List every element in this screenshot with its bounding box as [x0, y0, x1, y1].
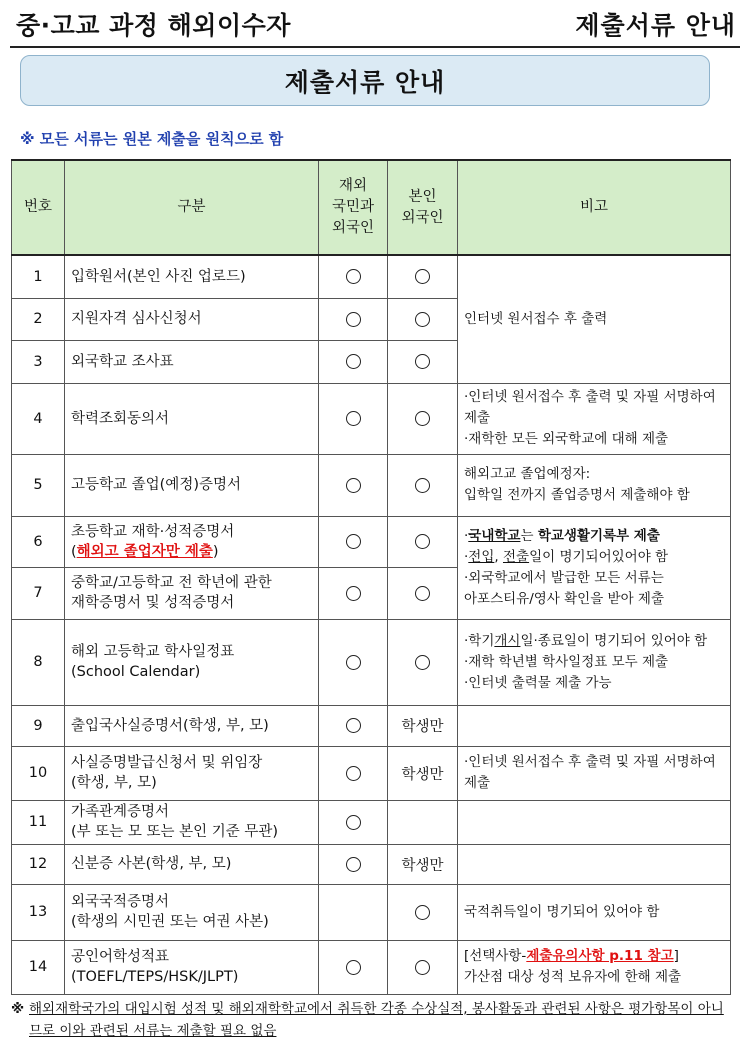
circle-mark-icon — [415, 960, 430, 975]
header-col-a-line: 외국인 — [331, 220, 375, 236]
col-a-mark — [319, 800, 388, 844]
bullet: · — [464, 548, 469, 565]
bullet: · — [464, 527, 469, 544]
row-number: 7 — [12, 567, 65, 619]
page-header — [10, 0, 740, 48]
row-item — [65, 567, 319, 619]
circle-mark-icon — [346, 857, 361, 872]
text: 일·종료일이 명기되어 있어야 함 — [520, 632, 708, 649]
col-a-mark — [319, 340, 388, 383]
circle-mark-icon — [346, 960, 361, 975]
col-a-mark — [319, 705, 388, 746]
table-row — [12, 454, 731, 516]
header-col-b-line: 외국인 — [401, 209, 444, 226]
col-b-mark — [388, 255, 458, 298]
circle-mark-icon — [346, 766, 361, 781]
col-a-mark — [319, 255, 388, 298]
circle-mark-icon — [415, 534, 430, 549]
header-left-title: 중·고교 과정 해외이수자 — [16, 11, 291, 40]
col-b-mark — [388, 516, 458, 567]
circle-mark-icon — [415, 905, 430, 920]
header-col-a-line: 재외 — [338, 178, 367, 194]
header-remarks: 비고 — [458, 160, 731, 255]
remark-line: ·인터넷 원서접수 후 출력 및 자필 서명하여 제출 — [464, 389, 716, 426]
circle-mark-icon — [346, 586, 361, 601]
row-item: 외국학교 조사표 — [65, 340, 319, 383]
col-a-mark — [319, 298, 388, 340]
row-number: 12 — [12, 844, 65, 884]
paren: ( — [71, 543, 77, 560]
remark-line — [464, 526, 724, 547]
header-no: 번호 — [12, 160, 65, 255]
item-line: (학생의 시민권 또는 여권 사본) — [71, 914, 269, 930]
col-b-mark — [388, 884, 458, 940]
circle-mark-icon — [415, 354, 430, 369]
item-line: 초등학교 재학·성적증명서 — [71, 523, 235, 540]
table-row — [12, 705, 731, 746]
circle-mark-icon — [346, 655, 361, 670]
remark-line: 아포스티유/영사 확인을 받아 제출 — [464, 590, 664, 607]
col-b-mark — [388, 940, 458, 994]
row-item: 지원자격 심사신청서 — [65, 298, 319, 340]
circle-mark-icon — [415, 269, 430, 284]
table-row — [12, 800, 731, 844]
col-a-mark — [319, 884, 388, 940]
bottom-note — [11, 998, 733, 1042]
remark-line: ·재학 학년별 학사일정표 모두 제출 — [464, 653, 669, 670]
row-number: 11 — [12, 800, 65, 844]
item-line: (학생, 부, 모) — [71, 775, 157, 791]
table-row — [12, 516, 731, 567]
header-foreigner — [388, 160, 458, 255]
item-line: 해외 고등학교 학사일정표 — [71, 644, 235, 660]
page-title: 제출서류 안내 — [284, 67, 446, 97]
row-remark — [458, 940, 731, 994]
row-remark — [458, 800, 731, 844]
circle-mark-icon — [415, 411, 430, 426]
row-item: 학력조회동의서 — [65, 383, 319, 454]
item-line: 가족관계증명서 — [71, 804, 170, 820]
item-line: 재학증명서 및 성적증명서 — [71, 595, 235, 611]
col-a-mark — [319, 454, 388, 516]
row-remark: ·인터넷 원서접수 후 출력 및 자필 서명하여 제출 — [458, 746, 731, 800]
text: ] — [673, 948, 679, 964]
circle-mark-icon — [415, 655, 430, 670]
col-b-mark — [388, 567, 458, 619]
col-b-value: 학생만 — [388, 705, 458, 746]
row-number: 6 — [12, 516, 65, 567]
col-a-mark — [319, 516, 388, 567]
item-line: (부 또는 모 또는 본인 기준 무관) — [71, 824, 279, 840]
header-col-b-line: 본인 — [408, 188, 437, 205]
remark-line: 해외고교 졸업예정자: — [464, 466, 591, 482]
item-line: (School Calendar) — [71, 664, 201, 680]
note-text: 해외재학국가의 대입시험 성적 및 해외재학학교에서 취득한 각종 수상실적, 봉사활동과 관련된 사항은 평가항목이 아니므로 이와 관련된 서류는 제출할 필요 없음 — [29, 1001, 724, 1039]
col-a-mark — [319, 567, 388, 619]
row-item — [65, 516, 319, 567]
original-documents-note: ※ 모든 서류는 원본 제출을 원칙으로 함 — [20, 130, 284, 148]
table-row — [12, 255, 731, 298]
row-item: 신분증 사본(학생, 부, 모) — [65, 844, 319, 884]
text: 는 — [520, 527, 538, 544]
documents-table — [11, 159, 731, 995]
header-col-a-line: 국민과 — [331, 199, 375, 215]
col-a-mark — [319, 844, 388, 884]
header-right-title: 제출서류 안내 — [575, 11, 736, 40]
col-b-mark — [388, 383, 458, 454]
underlined-text: 전출 — [502, 548, 530, 565]
row-remark: 인터넷 원서접수 후 출력 — [458, 255, 731, 383]
circle-mark-icon — [415, 478, 430, 493]
remark-line: ·외국학교에서 발급한 모든 서류는 — [464, 569, 664, 586]
highlight-text: 해외고 졸업자만 제출 — [76, 543, 213, 560]
table-row — [12, 619, 731, 705]
row-remark — [458, 383, 731, 454]
col-a-mark — [319, 746, 388, 800]
table-row — [12, 844, 731, 884]
table-row — [12, 746, 731, 800]
row-remark — [458, 454, 731, 516]
underlined-text: 개시 — [494, 632, 521, 649]
row-number: 13 — [12, 884, 65, 940]
circle-mark-icon — [346, 354, 361, 369]
col-a-mark — [319, 619, 388, 705]
circle-mark-icon — [346, 312, 361, 327]
row-number: 14 — [12, 940, 65, 994]
col-b-mark — [388, 340, 458, 383]
col-b-mark — [388, 298, 458, 340]
circle-mark-icon — [346, 718, 361, 733]
remark-line — [464, 946, 724, 967]
item-line: 공인어학성적표 — [71, 949, 170, 965]
col-a-mark — [319, 383, 388, 454]
highlight-text: 제출유의사항 p.11 참고 — [526, 948, 674, 964]
row-item — [65, 619, 319, 705]
remark-line: ·재학한 모든 외국학교에 대해 제출 — [464, 431, 669, 447]
header-korean-foreigner — [319, 160, 388, 255]
row-number: 1 — [12, 255, 65, 298]
bold-text: 학교생활기록부 제출 — [537, 527, 660, 544]
item-line: 사실증명발급신청서 및 위임장 — [71, 755, 263, 771]
table-header-row — [12, 160, 731, 255]
circle-mark-icon — [415, 586, 430, 601]
row-number: 4 — [12, 383, 65, 454]
table-row — [12, 884, 731, 940]
row-item — [65, 884, 319, 940]
row-remark — [458, 844, 731, 884]
remark-line — [464, 547, 724, 568]
row-item — [65, 800, 319, 844]
underlined-text: 국내학교 — [468, 527, 521, 544]
row-item — [65, 940, 319, 994]
circle-mark-icon — [346, 411, 361, 426]
underlined-text: 전입 — [468, 548, 495, 565]
circle-mark-icon — [415, 312, 430, 327]
item-line — [71, 542, 312, 562]
row-item — [65, 746, 319, 800]
col-b-mark — [388, 619, 458, 705]
text: 일이 명기되어있어야 함 — [529, 548, 669, 565]
remark-line: 가산점 대상 성적 보유자에 한해 제출 — [464, 969, 682, 985]
row-item: 출입국사실증명서(학생, 부, 모) — [65, 705, 319, 746]
paren: ) — [212, 543, 219, 560]
col-b-mark — [388, 454, 458, 516]
table-row — [12, 383, 731, 454]
row-number: 2 — [12, 298, 65, 340]
row-item: 입학원서(본인 사진 업로드) — [65, 255, 319, 298]
row-number: 9 — [12, 705, 65, 746]
col-b-value: 학생만 — [388, 746, 458, 800]
header-category: 구분 — [65, 160, 319, 255]
row-item: 고등학교 졸업(예정)증명서 — [65, 454, 319, 516]
col-b-value — [388, 800, 458, 844]
item-line: (TOEFL/TEPS/HSK/JLPT) — [71, 969, 239, 985]
page-title-banner — [20, 55, 710, 106]
text: , — [494, 548, 503, 565]
note-mark: ※ — [11, 1001, 25, 1017]
text: ·학기 — [464, 632, 495, 649]
row-remark — [458, 619, 731, 705]
row-number: 8 — [12, 619, 65, 705]
row-number: 10 — [12, 746, 65, 800]
circle-mark-icon — [346, 815, 361, 830]
row-remark: 국적취득일이 명기되어 있어야 함 — [458, 884, 731, 940]
col-b-value: 학생만 — [388, 844, 458, 884]
remark-line: 입학일 전까지 졸업증명서 제출해야 함 — [464, 487, 690, 503]
row-remark — [458, 705, 731, 746]
col-a-mark — [319, 940, 388, 994]
table-row — [12, 940, 731, 994]
circle-mark-icon — [346, 534, 361, 549]
row-number: 5 — [12, 454, 65, 516]
circle-mark-icon — [346, 269, 361, 284]
row-number: 3 — [12, 340, 65, 383]
item-line: 외국국적증명서 — [71, 894, 170, 910]
remark-line — [464, 631, 724, 652]
remark-line: ·인터넷 출력물 제출 가능 — [464, 674, 612, 691]
item-line: 중학교/고등학교 전 학년에 관한 — [71, 575, 272, 591]
text: [선택사항- — [464, 948, 527, 964]
row-remark — [458, 516, 731, 619]
circle-mark-icon — [346, 478, 361, 493]
